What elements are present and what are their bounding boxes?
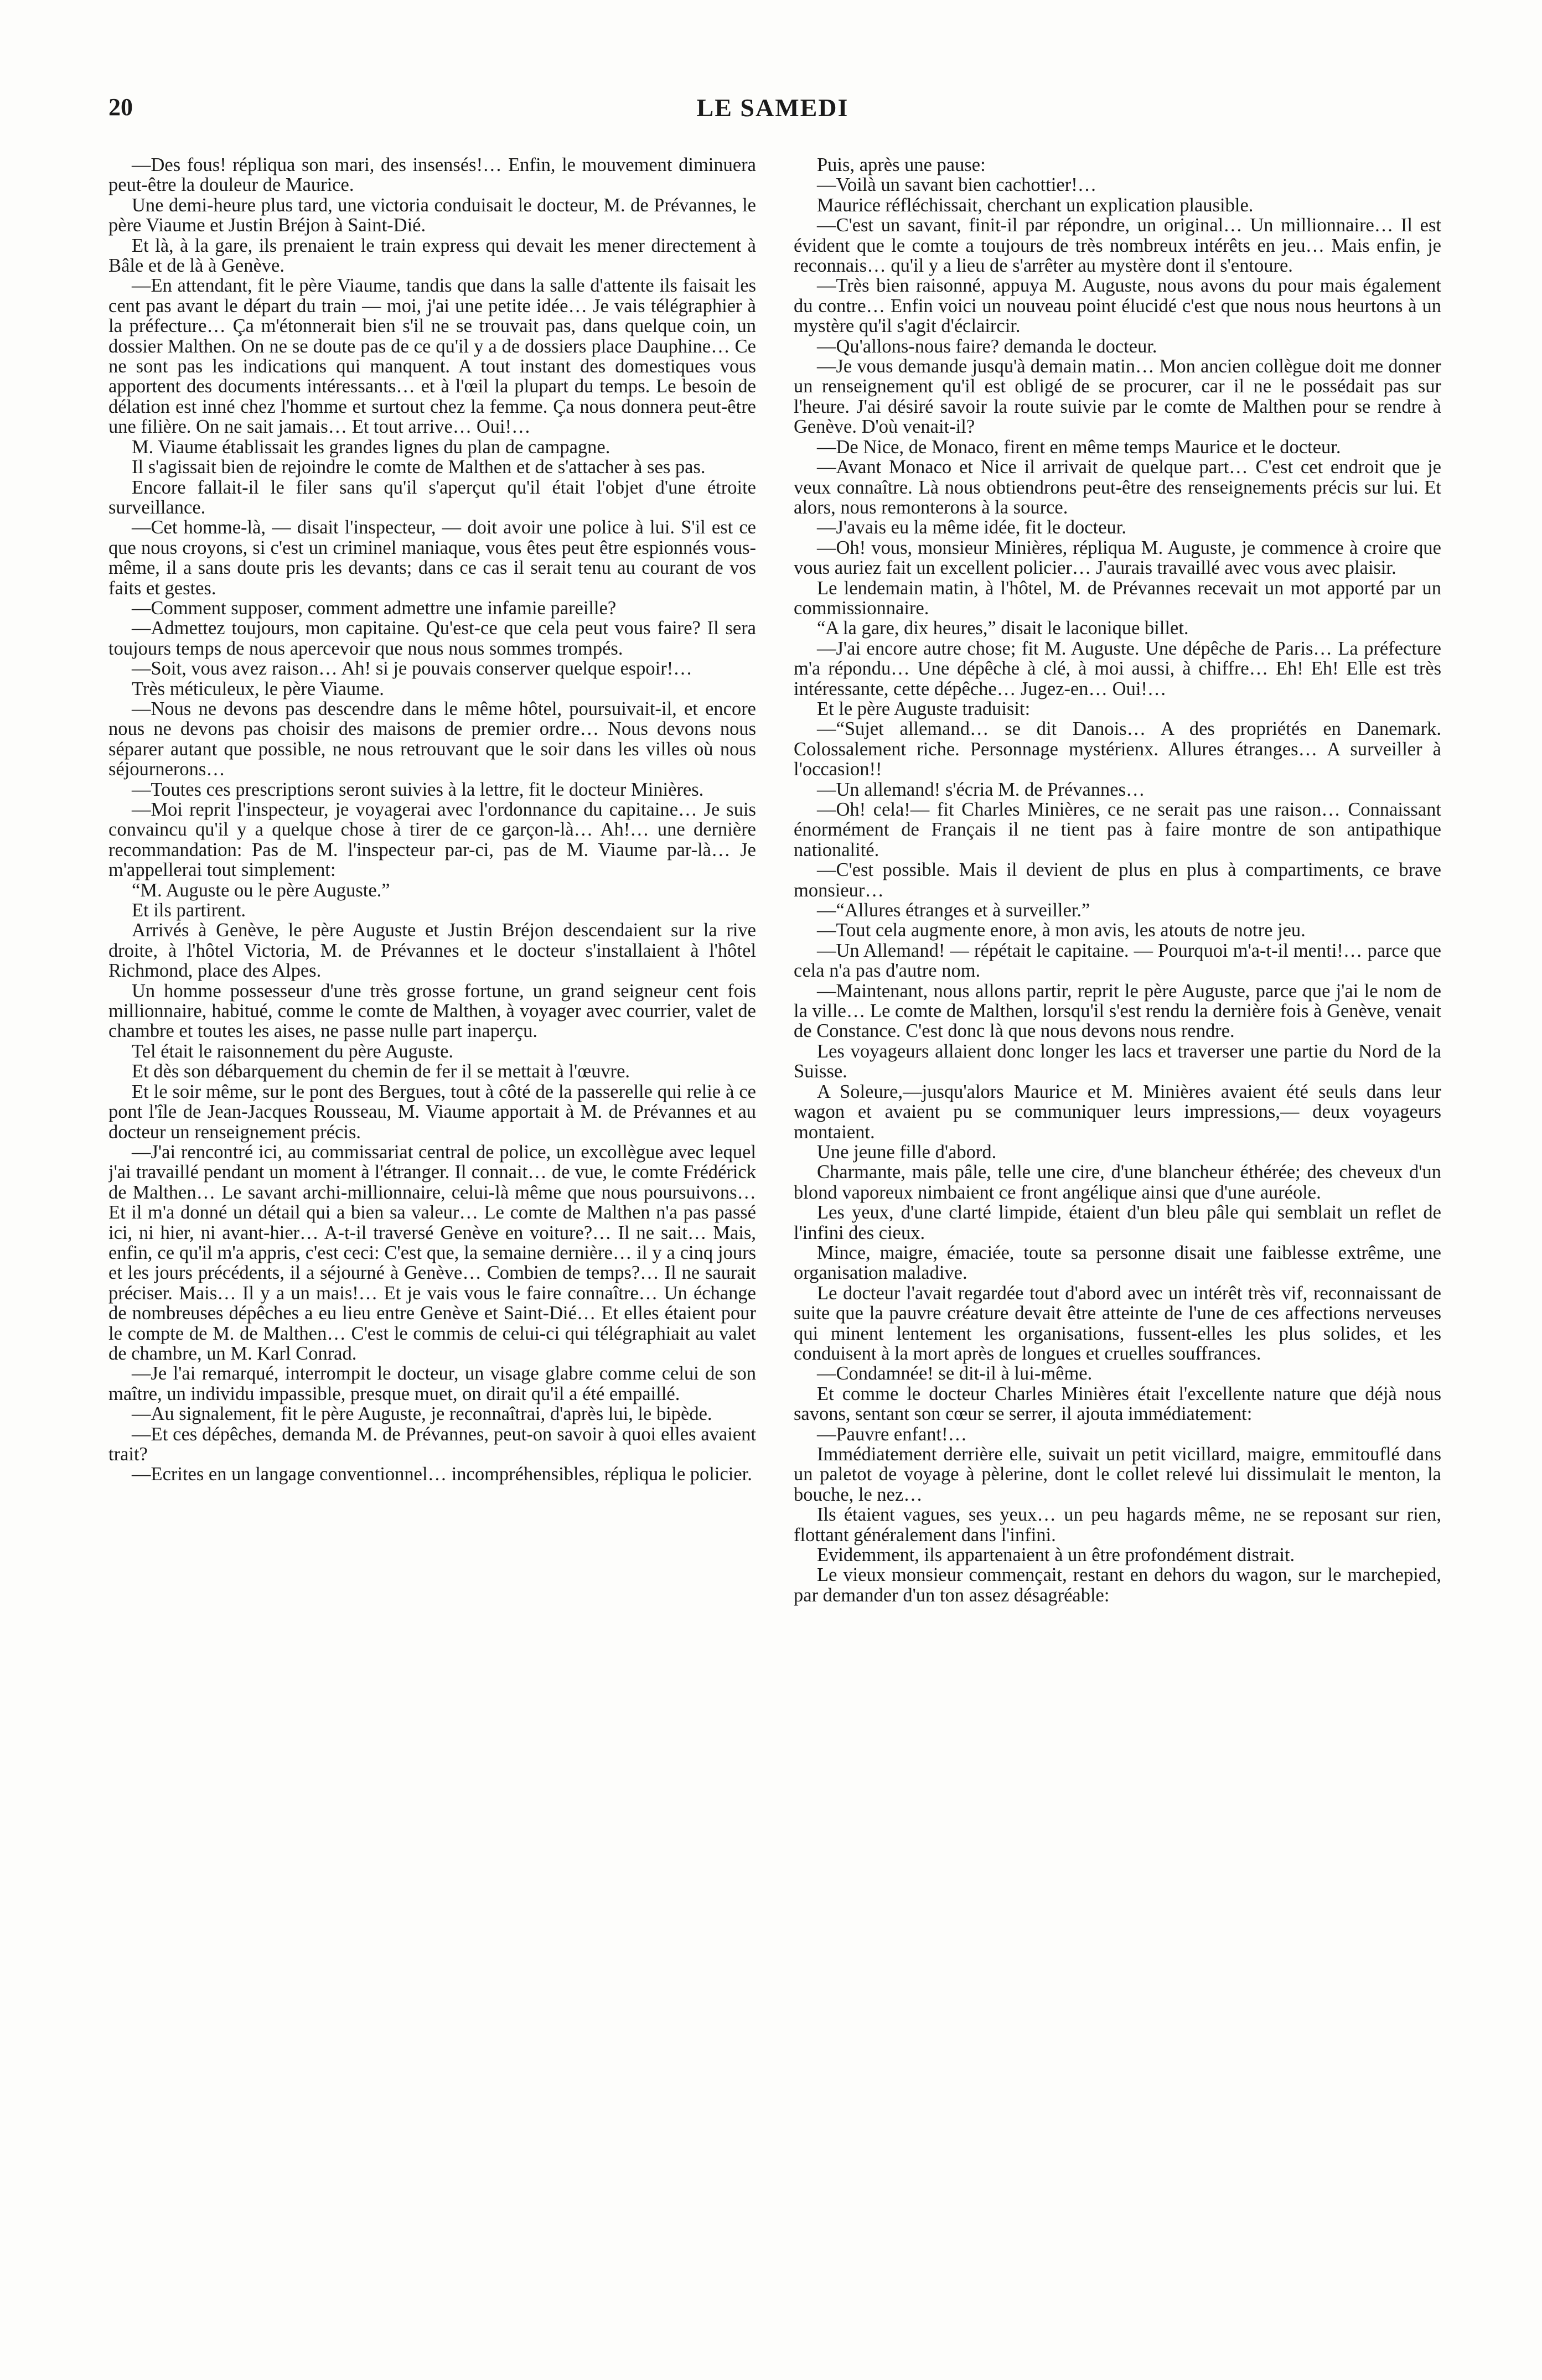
paragraph: —Nous ne devons pas descendre dans le même hôtel, poursuivait-il, et encore nous ne devons pas choisir des maisons de premier ordre… Nous devons nous séparer autant que possible, ne nous retrouvant que le soir dans les villes où nous séjournerons…	[108, 698, 756, 780]
paragraph: —C'est un savant, finit-il par répondre, un original… Un millionnaire… Il est évident que le comte a toujours de très nombreux intérêts en jeu… Mais enfin, je reconnais… qu'il y a lieu de s'arrêter au mystère dont il s'entoure.	[794, 215, 1441, 277]
paragraph: —Tout cela augmente enore, à mon avis, les atouts de notre jeu.	[817, 920, 1306, 941]
paragraph: —Au signalement, fit le père Auguste, je reconnaîtrai, d'après lui, le bipède.	[132, 1403, 712, 1425]
paragraph: —Toutes ces prescriptions seront suivies à la lettre, fit le docteur Minières.	[132, 779, 704, 800]
paragraph: Et comme le docteur Charles Minières était l'excellente nature que déjà nous savons, sentant son cœur se serrer, il ajouta immédiatement:	[794, 1383, 1441, 1425]
paragraph: Et là, à la gare, ils prenaient le train express qui devait les mener directement à Bâle et de là à Genève.	[108, 235, 756, 277]
paragraph: —Oh! cela!— fit Charles Minières, ce ne serait pas une raison… Connaissant énormément de Français il ne tient pas à faire montre de son antipathique nationalité.	[794, 799, 1441, 860]
paragraph: Une jeune fille d'abord.	[817, 1141, 997, 1163]
paragraph: —Très bien raisonné, appuya M. Auguste, nous avons du pour mais également du contre… Enfin voici un nouveau point élucidé c'est que nous nous heurtons à un mystère qu'il s'agit d'éclaircir.	[794, 275, 1441, 337]
paragraph: Une demi-heure plus tard, une victoria conduisait le docteur, M. de Prévannes, le père Viaume et Justin Bréjon à Saint-Dié.	[108, 194, 756, 236]
right-column	[794, 155, 1441, 2357]
paragraph: Maurice réfléchissait, cherchant un explication plausible.	[817, 194, 1254, 216]
paragraph: —J'avais eu la même idée, fit le docteur.	[817, 517, 1126, 538]
page-header	[108, 93, 1437, 126]
paragraph: Evidemment, ils appartenaient à un être profondément distrait.	[817, 1544, 1295, 1566]
paragraph: —Soit, vous avez raison… Ah! si je pouvais conserver quelque espoir!…	[132, 658, 692, 680]
paragraph: —Qu'allons-nous faire? demanda le docteur.	[817, 335, 1157, 357]
paragraph: —Ecrites en un langage conventionnel… incompréhensibles, répliqua le policier.	[132, 1464, 752, 1485]
paragraph: A Soleure,—jusqu'alors Maurice et M. Minières avaient été seuls dans leur wagon et avaient pu se communiquer leurs impressions,— deux voyageurs montaient.	[794, 1081, 1441, 1143]
paragraph: —Je l'ai remarqué, interrompit le docteur, un visage glabre comme celui de son maître, un individu impassible, presque muet, on dirait qu'il a été empaillé.	[108, 1363, 756, 1404]
paragraph: Encore fallait-il le filer sans qu'il s'aperçut qu'il était l'objet d'une étroite surveillance.	[108, 476, 756, 518]
paragraph: Le lendemain matin, à l'hôtel, M. de Prévannes recevait un mot apporté par un commissionnaire.	[794, 577, 1441, 619]
paragraph: Tel était le raisonnement du père Auguste.	[132, 1040, 454, 1062]
paragraph: Et le soir même, sur le pont des Bergues, tout à côté de la passerelle qui relie à ce pont l'île de Jean-Jacques Rousseau, M. Viaume apportait à M. de Prévannes et au docteur un renseignement précis.	[108, 1081, 756, 1143]
paragraph: —Moi reprit l'inspecteur, je voyagerai avec l'ordonnance du capitaine… Je suis convaincu qu'il y a quelque chose à tirer de ce garçon-là… Ah!… une dernière recommandation: Pas de M. l'inspecteur par-ci, pas de M. Viaume par-là… Je m'appellerai tout simplement:	[108, 799, 756, 881]
paragraph: M. Viaume établissait les grandes lignes du plan de campagne.	[132, 436, 610, 458]
paragraph: —Oh! vous, monsieur Minières, répliqua M. Auguste, je commence à croire que vous auriez fait un excellent policier… J'aurais travaillé avec vous avec plaisir.	[794, 537, 1441, 579]
paragraph: Et ils partirent.	[132, 900, 246, 921]
paragraph: Ils étaient vagues, ses yeux… un peu hagards même, ne se reposant sur rien, flottant généralement dans l'infini.	[794, 1504, 1441, 1546]
paragraph: —Et ces dépêches, demanda M. de Prévannes, peut-on savoir à quoi elles avaient trait?	[108, 1423, 756, 1465]
paragraph: —Un Allemand! — répétait le capitaine. — Pourquoi m'a-t-il menti!… parce que cela n'a pas d'autre nom.	[794, 940, 1441, 982]
paragraph: Charmante, mais pâle, telle une cire, d'une blancheur éthérée; des cheveux d'un blond vaporeux nimbaient ce front angélique ainsi que d'une auréole.	[794, 1162, 1441, 1203]
paragraph: —Admettez toujours, mon capitaine. Qu'est-ce que cela peut vous faire? Il sera toujours temps de nous apercevoir que nous nous sommes trompés.	[108, 618, 756, 659]
paragraph: Les voyageurs allaient donc longer les lacs et traverser une partie du Nord de la Suisse.	[794, 1040, 1441, 1082]
paragraph: “M. Auguste ou le père Auguste.”	[132, 879, 390, 901]
paragraph: Le docteur l'avait regardée tout d'abord avec un intérêt très vif, reconnaissant de suite que la pauvre créature devait être atteinte de l'une de ces affections nerveuses qui minent lentement les organisations, fussent-elles les plus solides, et les conduisent à la mort après de longues et cruelles souffrances.	[794, 1282, 1441, 1364]
paragraph: —Cet homme-là, — disait l'inspecteur, — doit avoir une police à lui. S'il est ce que nous croyons, si c'est un criminel maniaque, vous êtes peut être espionnés vous-même, il a sans doute pris les devants; dans ce cas il serait tenu au courant de vos faits et gestes.	[108, 517, 756, 599]
paragraph: —Pauvre enfant!…	[817, 1423, 967, 1445]
paragraph: Il s'agissait bien de rejoindre le comte de Malthen et de s'attacher à ses pas.	[132, 457, 706, 478]
paragraph: —J'ai rencontré ici, au commissariat central de police, un excollègue avec lequel j'ai travaillé pendant un moment à l'étranger. Il connait… de vue, le comte Frédérick de Malthen… Le savant archi-millionnaire, celui-là même que nous poursuivons… Et il m'a donné un détail qui a bien sa valeur… Le comte de Malthen n'a pas passé ici, ni hier, ni avant-hier… A-t-il traversé Genève en voiture?… Il ne sait… Mais, enfin, ce qu'il m'a appris, c'est ceci: C'est que, la semaine dernière… il y a cinq jours et les jours précédents, il a séjourné à Genève… Combien de temps?… Il ne saurait préciser. Mais… Il y a un mais!… Et je vais vous le faire connaître… Un échange de nombreuses dépêches a eu lieu entre Genève et Saint-Dié… Et elles étaient pour le compte de M. de Malthen… C'est le commis de celui-ci qui télégraphiait au valet de chambre, un M. Karl Conrad.	[108, 1141, 756, 1364]
paragraph: —C'est possible. Mais il devient de plus en plus à compartiments, ce brave monsieur…	[794, 859, 1441, 901]
paragraph: “A la gare, dix heures,” disait le laconique billet.	[817, 618, 1189, 639]
paragraph: —En attendant, fit le père Viaume, tandis que dans la salle d'attente ils faisait les cent pas avant le départ du train — moi, j'ai une petite idée… Je vais télégraphier à la préfecture… Ça m'étonnerait bien s'il ne se trouvait pas, dans quelque coin, un dossier Malthen. On ne se doute pas de ce qu'il y a de dossiers place Dauphine… Ce ne sont pas les indications qui manquent. A tout instant des domestiques vous apportent des documents intéressants… et à l'œil la plupart du temps. Le besoin de délation est inné chez l'homme et surtout chez la femme. Ça nous donnera peut-être une filière. On ne sait jamais… Et tout arrive… Oui!…	[108, 275, 756, 438]
paragraph: —J'ai encore autre chose; fit M. Auguste. Une dépêche de Paris… La préfecture m'a répondu… Une dépêche à clé, à moi aussi, à chiffre… Eh! Eh! Elle est très intéressante, cette dépêche… Jugez-en… Oui!…	[794, 637, 1441, 699]
paragraph: —Je vous demande jusqu'à demain matin… Mon ancien collègue doit me donner un renseignement qu'il est obligé de se procurer, car il ne le possédait pas sur l'heure. J'ai désiré savoir la route suivie par le comte de Malthen pour se rendre à Genève. D'où venait-il?	[794, 356, 1441, 438]
running-title: LE SAMEDI	[696, 94, 849, 122]
paragraph: Très méticuleux, le père Viaume.	[132, 678, 384, 699]
paragraph: Un homme possesseur d'une très grosse fortune, un grand seigneur cent fois millionnaire, habitué, comme le comte de Malthen, à voyager avec courrier, valet de chambre et toutes les aises, ne passe nulle part inaperçu.	[108, 980, 756, 1042]
paragraph: Le vieux monsieur commençait, restant en dehors du wagon, sur le marchepied, par demander d'un ton assez désagréable:	[794, 1564, 1441, 1606]
page-number: 20	[108, 94, 133, 121]
paragraph: Immédiatement derrière elle, suivait un petit vicillard, maigre, emmitouflé dans un paletot de voyage à pèlerine, dont le collet relevé lui dissimulait le menton, la bouche, le nez…	[794, 1444, 1441, 1505]
paragraph: —De Nice, de Monaco, firent en même temps Maurice et le docteur.	[817, 436, 1341, 458]
paragraph: Les yeux, d'une clarté limpide, étaient d'un bleu pâle qui semblait un reflet de l'infini des cieux.	[794, 1202, 1441, 1243]
paragraph: Et le père Auguste traduisit:	[817, 698, 1031, 719]
paragraph: —Voilà un savant bien cachottier!…	[817, 174, 1097, 196]
left-column	[108, 155, 756, 2357]
paragraph: Mince, maigre, émaciée, toute sa personne disait une faiblesse extrême, une organisation maladive.	[794, 1242, 1441, 1284]
paragraph: —“Sujet allemand… se dit Danois… A des propriétés en Danemark. Colossalement riche. Personnage mystérienx. Allures étranges… A surveiller à l'occasion!!	[794, 718, 1441, 780]
paragraph: Et dès son débarquement du chemin de fer il se mettait à l'œuvre.	[132, 1061, 630, 1082]
paragraph: —Maintenant, nous allons partir, reprit le père Auguste, parce que j'ai le nom de la ville… Le comte de Malthen, lorsqu'il s'est rendu la dernière fois à Genève, venait de Constance. C'est donc là que nous devons nous rendre.	[794, 980, 1441, 1042]
paragraph: —Des fous! répliqua son mari, des insensés!… Enfin, le mouvement diminuera peut-être la douleur de Maurice.	[108, 155, 756, 196]
paragraph: —Condamnée! se dit-il à lui-même.	[817, 1363, 1093, 1385]
paragraph: Puis, après une pause:	[817, 155, 986, 175]
paragraph: —Un allemand! s'écria M. de Prévannes…	[817, 779, 1145, 800]
paragraph: —Avant Monaco et Nice il arrivait de quelque part… C'est cet endroit que je veux connaître. Là nous obtiendrons peut-être des renseignements précis sur lui. Et alors, nous remonterons à la source.	[794, 457, 1441, 518]
paragraph: Arrivés à Genève, le père Auguste et Justin Bréjon descendaient sur la rive droite, à l'hôtel Victoria, M. de Prévannes et le docteur s'installaient à l'hôtel Richmond, place des Alpes.	[108, 920, 756, 982]
paragraph: —Comment supposer, comment admettre une infamie pareille?	[132, 597, 617, 619]
paragraph: —“Allures étranges et à surveiller.”	[817, 900, 1090, 921]
